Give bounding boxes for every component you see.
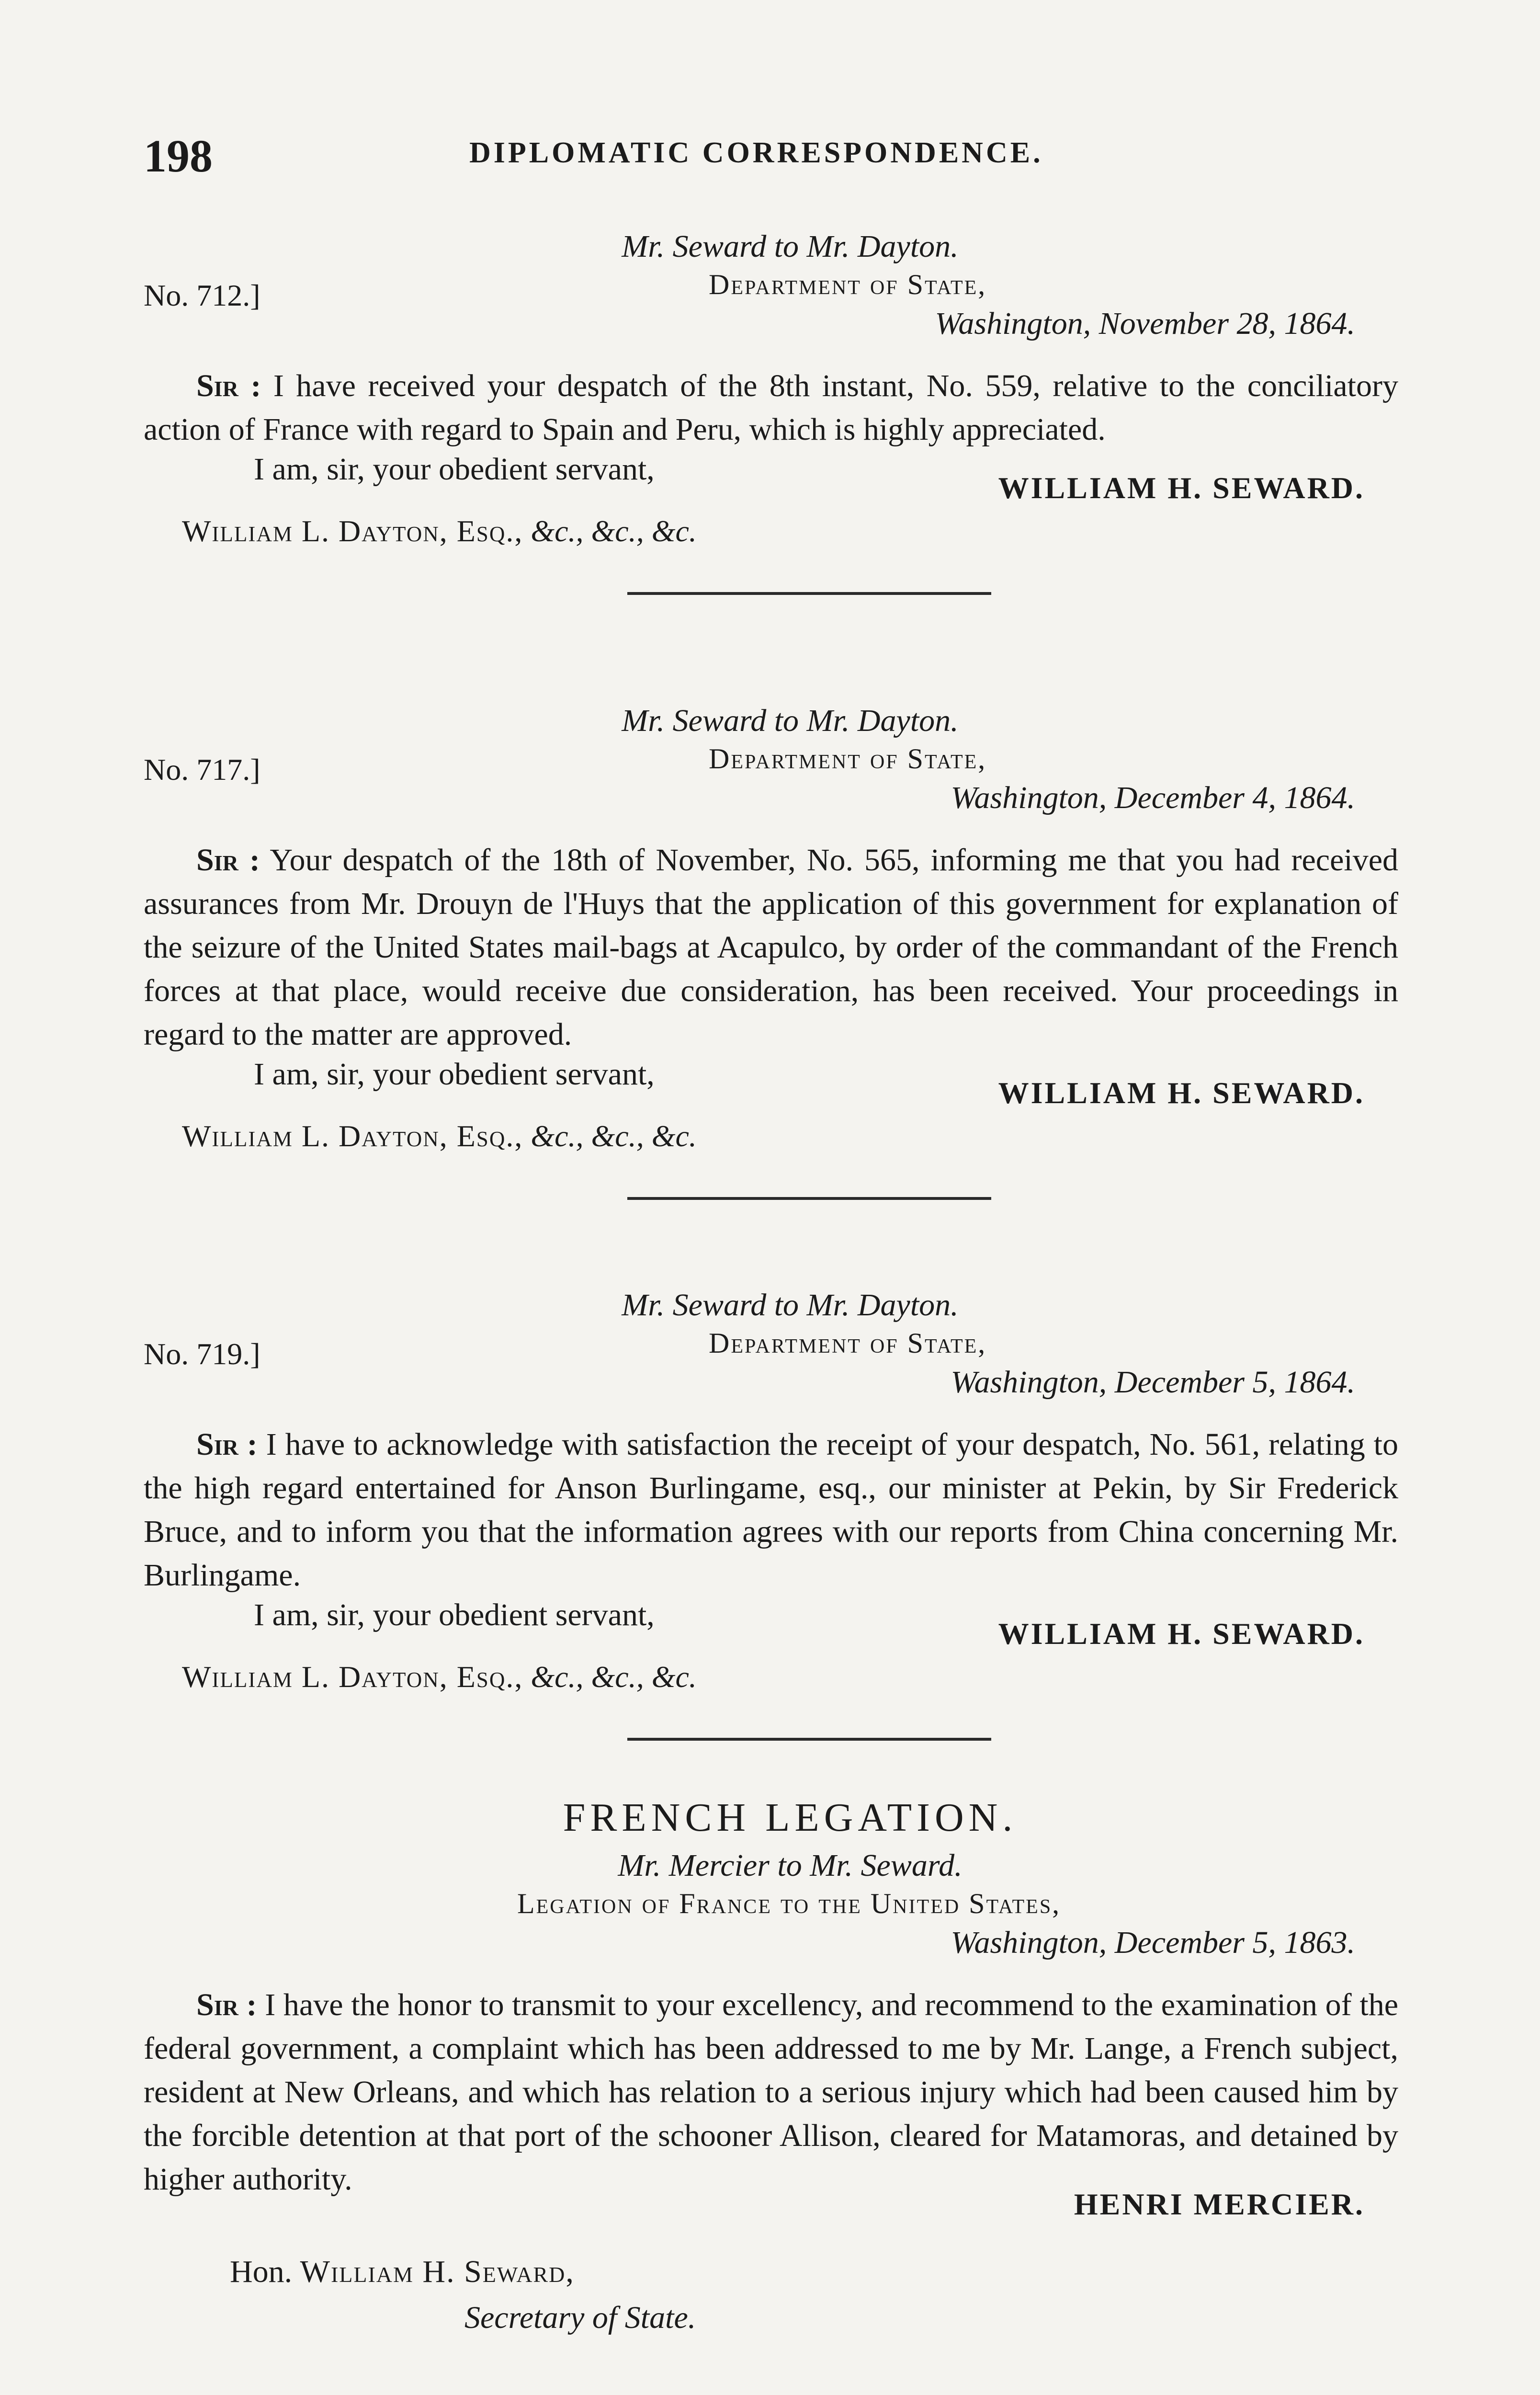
salutation: Sir :	[196, 1987, 257, 2022]
section-divider	[627, 592, 991, 595]
letter-719	[144, 1284, 1398, 1741]
letter-meta	[144, 268, 1398, 364]
salutation: Sir :	[196, 368, 261, 403]
addressee-name: William H. Seward,	[300, 2254, 575, 2289]
letter-date: Washington, December 4, 1864.	[951, 780, 1355, 815]
addressee-name: William L. Dayton, Esq.,	[182, 514, 523, 548]
addressee	[144, 1118, 1398, 1154]
letter-body-text: I have to acknowledge with satisfaction the receipt of your despatch, No. 561, relating to the high regard entertained for Anson Burlingame, esq., our minister at Pekin, by Sir Frederick Bruce, and to inform you that the information agrees with our reports from China concerning Mr. Burlingame.	[144, 1427, 1398, 1593]
letter-meta	[144, 1887, 1398, 1983]
signature: WILLIAM H. SEWARD.	[998, 471, 1365, 505]
letter-body-text: I have the honor to transmit to your excellency, and recommend to the examination of the federal government, a complaint which has been addressed to me by Mr. Lange, a French subject, resident at New Orleans, and which has relation to a serious injury which had been caused him by the forcible detention at that port of the schooner Allison, cleared for Matamoras, and detained by higher authority.	[144, 1987, 1398, 2197]
letter-title: Mr. Seward to Mr. Dayton.	[622, 703, 959, 738]
addressee-suffix: &c., &c., &c.	[523, 514, 697, 548]
addressee-suffix: &c., &c., &c.	[523, 1119, 697, 1153]
letter-body-text: I have received your despatch of the 8th instant, No. 559, relative to the conciliatory action of France with regard to Spain and Peru, which is highly appreciated.	[144, 368, 1398, 447]
salutation: Sir :	[196, 843, 260, 878]
signature: WILLIAM H. SEWARD.	[998, 1076, 1365, 1110]
french-legation-letter	[144, 1791, 1398, 2341]
addressee	[144, 513, 1398, 549]
closing: I am, sir, your obedient servant,	[254, 452, 655, 487]
closing-row	[144, 2187, 1398, 2249]
running-head	[144, 129, 1389, 187]
letter-body	[144, 1983, 1398, 2201]
closing: I am, sir, your obedient servant,	[254, 1057, 655, 1092]
addressee-suffix: &c., &c., &c.	[523, 1660, 697, 1694]
letter-717	[144, 699, 1398, 1200]
letter-712	[144, 225, 1398, 595]
letter-title: Mr. Seward to Mr. Dayton.	[622, 229, 959, 264]
addressee-name: William L. Dayton, Esq.,	[182, 1119, 523, 1153]
letter-date: Washington, December 5, 1864.	[951, 1365, 1355, 1400]
closing-row	[144, 1056, 1398, 1118]
closing: I am, sir, your obedient servant,	[254, 1597, 655, 1632]
letter-title: Mr. Mercier to Mr. Seward.	[618, 1848, 962, 1883]
closing-row	[144, 1597, 1398, 1659]
department: Department of State,	[709, 743, 987, 775]
addressee-name: William L. Dayton, Esq.,	[182, 1660, 523, 1694]
addressee-role: Secretary of State.	[464, 2300, 696, 2335]
letter-title: Mr. Seward to Mr. Dayton.	[622, 1288, 959, 1323]
legation: Legation of France to the United States,	[517, 1888, 1061, 1919]
addressee	[144, 1659, 1398, 1695]
letter-date: Washington, December 5, 1863.	[951, 1925, 1355, 1960]
signature: WILLIAM H. SEWARD.	[998, 1617, 1365, 1651]
despatch-number: No. 719.]	[144, 1337, 260, 1371]
letter-meta	[144, 1327, 1398, 1423]
addressee	[144, 2249, 1398, 2341]
section-divider	[627, 1197, 991, 1200]
page-number: 198	[144, 130, 213, 182]
letter-body-text: Your despatch of the 18th of November, No. 565, informing me that you had received assurances from Mr. Drouyn de l'Huys that the application of this government for explanation of the seizure of the United States mail-bags at Acapulco, by order of the commandant of the French forces at that place, would receive due consideration, has been received. Your proceedings in regard to the matter are approved.	[144, 843, 1398, 1052]
department: Department of State,	[709, 269, 987, 300]
addressee-prefix: Hon.	[230, 2254, 300, 2289]
salutation: Sir :	[196, 1427, 258, 1462]
letter-date: Washington, November 28, 1864.	[935, 306, 1355, 341]
running-head-title: DIPLOMATIC CORRESPONDENCE.	[469, 137, 1043, 169]
department: Department of State,	[709, 1327, 987, 1359]
section-divider	[627, 1738, 991, 1741]
section-heading: FRENCH LEGATION.	[563, 1795, 1018, 1840]
despatch-number: No. 712.]	[144, 278, 260, 312]
letter-body	[144, 364, 1398, 451]
signature: HENRI MERCIER.	[1074, 2187, 1365, 2221]
letter-meta	[144, 742, 1398, 838]
despatch-number: No. 717.]	[144, 753, 260, 787]
closing-row	[144, 451, 1398, 513]
letter-body	[144, 838, 1398, 1056]
letter-body	[144, 1423, 1398, 1597]
